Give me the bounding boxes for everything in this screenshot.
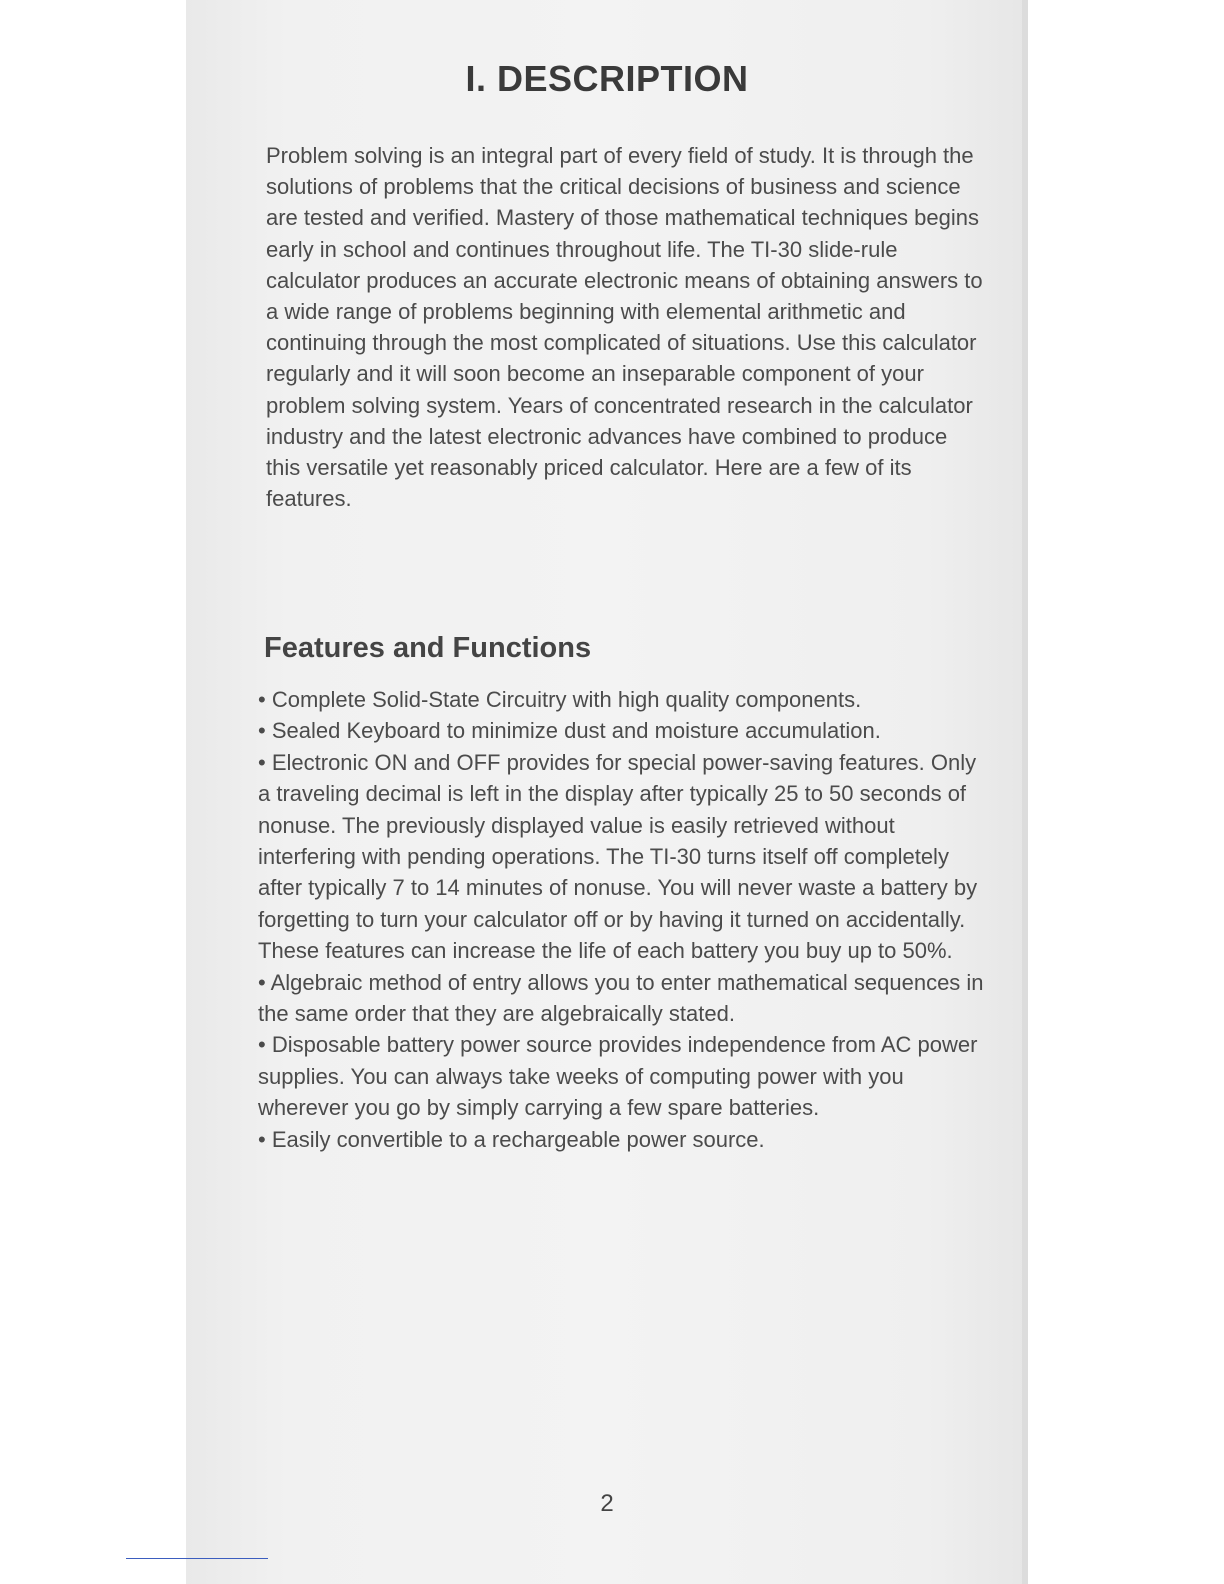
bullet-glyph: • bbox=[258, 749, 266, 775]
scanned-page bbox=[186, 0, 1028, 1584]
feature-item bbox=[258, 1029, 986, 1123]
feature-item bbox=[258, 684, 986, 715]
feature-text: Easily convertible to a rechargeable power source. bbox=[271, 1126, 765, 1152]
intro-paragraph: Problem solving is an integral part of every field of study. It is through the solutions of problems that the critical decisions of business and science are tested and verified. Mastery of those mathematical techniques begins early in school and continues throughout life. The TI-30 slide-rule calculator produces an accurate electronic means of obtaining answers to a wide range of problems beginning with elemental arithmetic and continuing through the most complicated of situations. Use this calculator regularly and it will soon become an inseparable component of your problem solving system. Years of concentrated research in the calculator industry and the latest electronic advances have combined to produce this versatile yet reasonably priced calculator. Here are a few of its features. bbox=[266, 143, 983, 512]
section-title: Features and Functions bbox=[264, 632, 592, 664]
bullet-glyph: • bbox=[258, 1032, 266, 1058]
page-number: 2 bbox=[600, 1490, 614, 1517]
feature-text: Algebraic method of entry allows you to enter mathematical sequences in the same order that they are algebraically stated. bbox=[258, 969, 984, 1027]
bullet-glyph: • bbox=[258, 718, 266, 744]
feature-item bbox=[258, 715, 986, 746]
feature-item bbox=[258, 747, 986, 967]
feature-text: Sealed Keyboard to minimize dust and moisture accumulation. bbox=[271, 718, 881, 744]
feature-text: Disposable battery power source provides independence from AC power supplies. You can always take weeks of computing power with you wherever you go by simply carrying a few spare batteries. bbox=[258, 1032, 978, 1121]
page-heading: I. DESCRIPTION bbox=[465, 58, 749, 99]
bullet-glyph: • bbox=[258, 1126, 266, 1152]
feature-item bbox=[258, 967, 986, 1030]
feature-text: Electronic ON and OFF provides for special power-saving features. Only a traveling decimal is left in the display after typically 25 to 50 seconds of nonuse. The previously displayed value is easily retrieved without interfering with pending operations. The TI-30 turns itself off completely after typically 7 to 14 minutes of nonuse. You will never waste a battery by forgetting to turn your calculator off or by having it turned on accidentally. These features can increase the life of each battery you buy up to 50%. bbox=[258, 749, 978, 964]
feature-item bbox=[258, 1124, 986, 1155]
bullet-glyph: • bbox=[258, 687, 266, 712]
page-edge-shadow bbox=[1022, 0, 1028, 1584]
footnote-rule bbox=[126, 1558, 268, 1559]
feature-list bbox=[258, 684, 986, 1155]
bullet-glyph: • bbox=[258, 969, 266, 995]
feature-text: Complete Solid-State Circuitry with high quality components. bbox=[271, 687, 862, 712]
